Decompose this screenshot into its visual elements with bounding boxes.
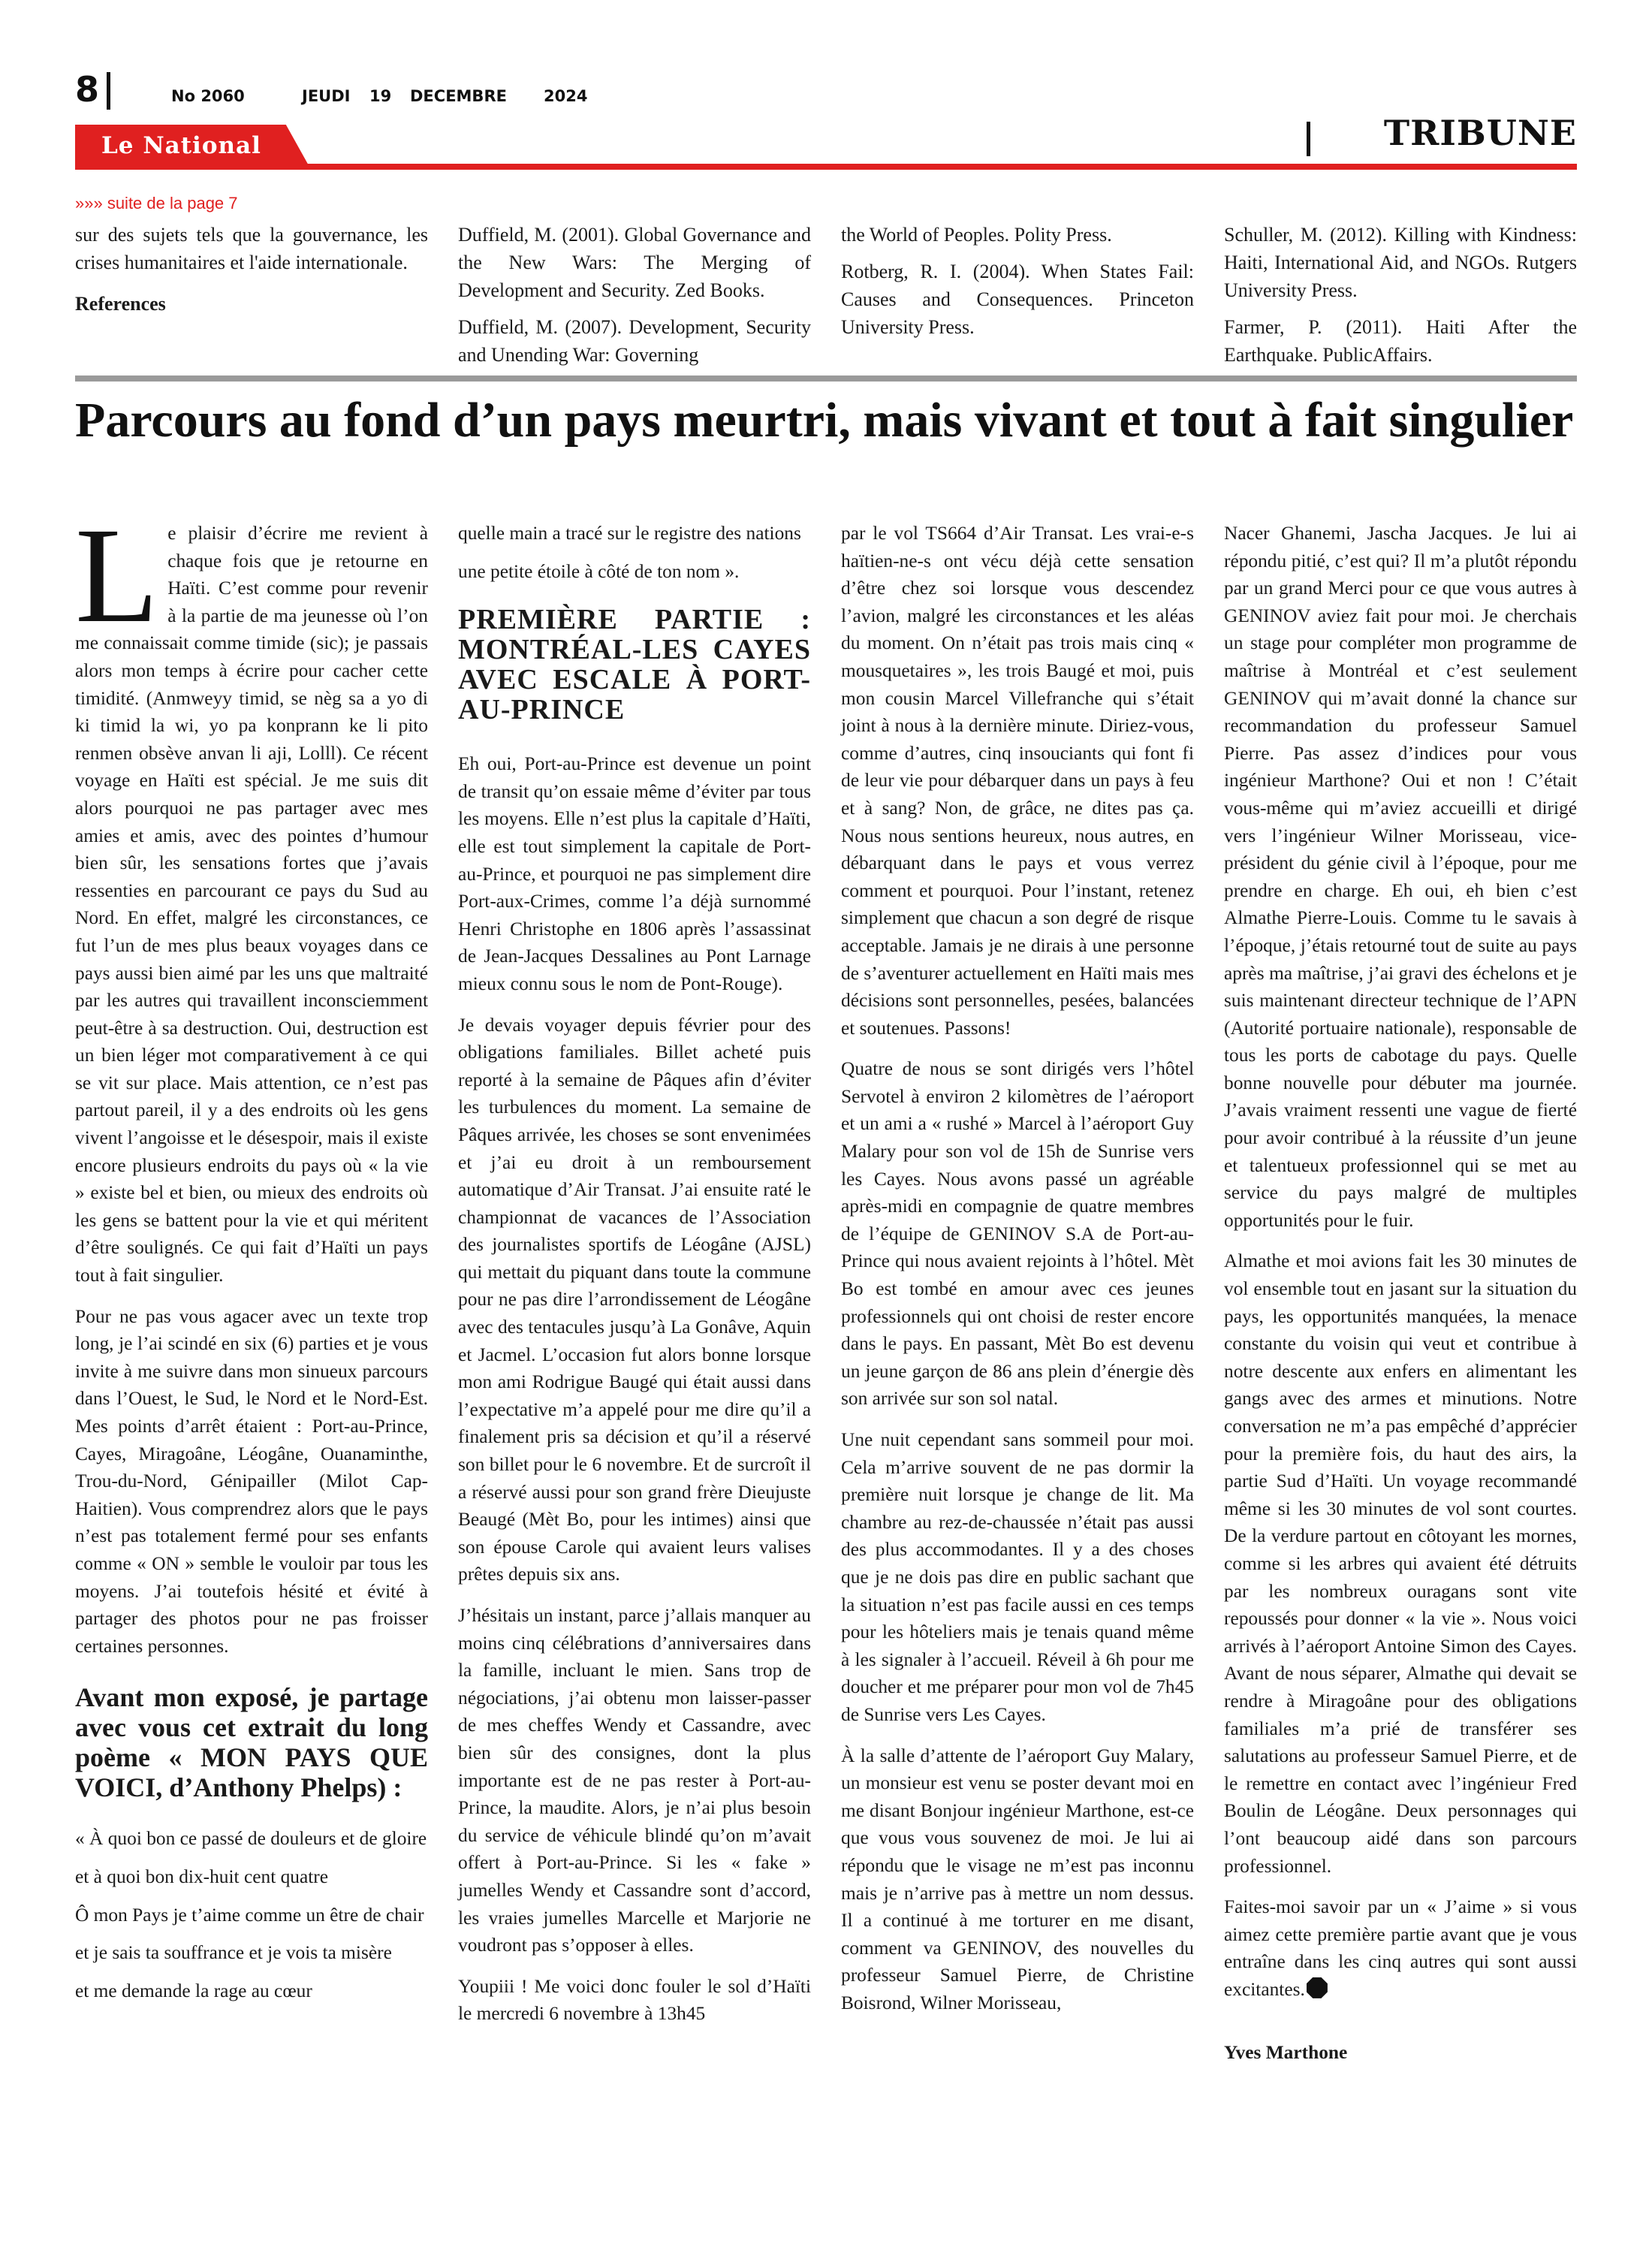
poem-line: une petite étoile à côté de ton nom ». (458, 560, 740, 582)
issue-date: 19 (369, 87, 392, 105)
poem-line: quelle main a tracé sur le registre des nations (458, 523, 801, 544)
ref-entry: Rotberg, R. I. (2004). When States Fail: Causes and Consequences. Princeton University Press. (841, 261, 1194, 338)
ref-entry: Duffield, M. (2001). Global Governance and the New Wars: The Merging of Development and Security. Zed Books. (458, 224, 811, 301)
poem-line: « À quoi bon ce passé de douleurs et de gloire (75, 1828, 427, 1850)
article-headline: Parcours au fond d’un pays meurtri, mais vivant et tout à fait singulier (75, 393, 1574, 448)
references-heading: References (75, 293, 166, 315)
paragraph: par le vol TS664 d’Air Transat. Les vrai-e-s haïtien-ne-s ont vécu déjà cette sensation d’être chez soi lorsque vous descendez l’avion, malgré les circonstances et les aléas du moment. On n’était pas trois mais cinq « mousquetaires », les trois Baugé et moi, puis mon cousin Marcel Villefranche qui s’était joint à nous à la dernière minute. Diriez-vous, comme d’autres, cinq insouciants qui font fi de leur vie pour débarquer dans un pays à feu et à sang? Non, de grâce, ne dites pas ça. Nous nous sentions heureux, nous autres, en débarquant dans le pays et vous verrez comment et pourquoi. Pour l’instant, retenez simplement que chacun a son degré de risque acceptable. Jamais je ne dirais à une personne de s’aventurer actuellement en Haïti mais mes décisions sont personnelles, pesées, balancées et soutenues. Passons! (841, 523, 1194, 1039)
poem-line: Ô mon Pays je t’aime comme un être de chair (75, 1904, 424, 1926)
part-subheading: PREMIÈRE PARTIE : MONTRÉAL-LES CAYES AVEC ESCALE À PORT-AU-PRINCE (458, 604, 811, 726)
paragraph: Pour ne pas vous agacer avec un texte trop long, je l’ai scindé en six (6) parties et je vous invite à me suivre dans mon sinueux parcours dans l’Ouest, le Sud, le Nord et le Nord-Est. Mes points d’arrêt étaient : Port-au-Prince, Cayes, Miragoâne, Léogâne, Ouanaminthe, Trou-du-Nord, Génipailler (Milot Cap-Haitien). Vous comprendrez alors que le pays n’est pas totalement fermé pour ses enfants comme « ON » semble le vouloir par tous les moyens. J’ai toutefois hésité et évité à partager des photos pour ne pas froisser certaines personnes. (75, 1305, 428, 1657)
paragraph: Youpiii ! Me voici donc fouler le sol d’Haïti le mercredi 6 novembre à 13h45 (458, 1975, 811, 2025)
ref-column-1 (75, 221, 428, 327)
paragraph: Almathe et moi avions fait les 30 minutes de vol ensemble tout en jasant sur la situation du pays, les opportunités manquées, la menace constante du voisin qui veut et contribue à notre descente aux enfers en alimentant les gangs avec des armes et minutions. Notre conversation ne m’a pas empêché d’apprécier pour la première fois, du haut des airs, la partie Sud d’Haïti. Un voyage recommandé même si les 30 minutes de vol sont courtes. De la verdure partout en côtoyant les mornes, comme si les arbres qui avaient été détruits par les nombreux ouragans sont vite repoussés pour donner « la vie ». Nous voici arrivés à l’aéroport Antoine Simon des Cayes. Avant de nous séparer, Almathe qui devait se rendre à Miragoâne pour des obligations familiales m’a prié de transférer ses salutations au professeur Samuel Pierre, et de le remettre en contact avec l’ingénieur Fred Boulin de Léogâne. Deux personnages qui l’ont beaucoup aidé dans son parcours professionnel. (1224, 1250, 1577, 1877)
page-number: 8 (75, 69, 100, 110)
poem-line: et à quoi bon dix-huit cent quatre (75, 1865, 329, 1887)
section-title: TRIBUNE (1383, 113, 1577, 153)
ref-intro-text: sur des sujets tels que la gouvernance, les crises humanitaires et l'aide internationale. (75, 224, 428, 273)
paragraph: Nacer Ghanemi, Jascha Jacques. Je lui ai répondu pitié, c’est qui? Il m’a plutôt répondu par un grand Merci pour ce que vous autres à GENINOV aviez fait pour moi. Je cherchais un stage pour compléter mon programme de maîtrise à Montréal et c’est seulement GENINOV qui m’avait donné la chance sur recommandation du professeur Samuel Pierre. Pas assez d’indices pour vous ingénieur Marthone? Oui et non ! C’était vous-même qui m’aviez accueilli et dirigé vers l’ingénieur Wilner Morisseau, vice-président du génie civil à l’époque, pour me prendre en charge. Eh oui, eh bien c’est Almathe Pierre-Louis. Comme tu le savais à l’époque, j’étais retourné tout de suite au pays après ma maîtrise, j’ai gravi des échelons et je suis maintenant directeur technique de l’APN (Autorité portuaire nationale), responsable de tous les ports de cabotage du pays. Quelle bonne nouvelle pour débuter ma journée. J’avais vraiment ressenti une vague de fierté pour avoir contribué à la réussite d’un jeune et talentueux professionnel qui se met au service du pays malgré de multiples opportunités pour le fuir. (1224, 523, 1577, 1231)
ref-entry: Schuller, M. (2012). Killing with Kindness: Haiti, International Aid, and NGOs. Rutgers University Press. (1224, 224, 1577, 301)
closing-paragraph: Faites-moi savoir par un « J’aime » si vous aimez cette première partie avant que je vous entraîne dans les cinq autres qui sont aussi excitantes. (1224, 1896, 1577, 2000)
issue-month: DECEMBRE (410, 87, 507, 105)
section-divider (1307, 122, 1310, 156)
ref-entry: Duffield, M. (2007). Development, Security and Unending War: Governing (458, 316, 811, 366)
paragraph: À la salle d’attente de l’aéroport Guy Malary, un monsieur est venu se poster devant moi en me disant Bonjour ingénieur Marthone, est-ce que vous vous souvenez de moi. Je lui ai répondu que le visage ne m’est pas inconnu mais je n’arrive pas à mettre un nom dessus. Il a continué à me torturer en me disant, comment va GENINOV, des nouvelles du professeur Samuel Pierre, de Christine Boisrond, Wilner Morisseau, (841, 1745, 1194, 2013)
article-column-3 (841, 520, 1194, 2030)
ref-entry: Farmer, P. (2011). Haiti After the Earthquake. PublicAffairs. (1224, 316, 1577, 366)
author-signature: Yves Marthone (1224, 2042, 1348, 2064)
issue-number: No 2060 (171, 87, 245, 105)
section-rule (75, 376, 1577, 382)
paragraph: Une nuit cependant sans sommeil pour moi. Cela m’arrive souvent de ne pas dormir la première nuit lorsque je change de lit. Ma chambre au rez-de-chaussée n’était pas aussi des plus accommodantes. Il y a des choses que je ne dois pas dire en public sachant que la situation n’est pas facile aussi en ces temps pour les hôteliers mais je tenais quand même à les signaler à l’accueil. Réveil à 6h pour me doucher et me préparer pour mon vol de 7h45 de Sunrise vers Les Cayes. (841, 1429, 1194, 1725)
ref-entry: the World of Peoples. Polity Press. (841, 224, 1112, 246)
paragraph: J’hésitais un instant, parce j’allais manquer au moins cinq célébrations d’anniversaires dans la famille, incluant le mien. Sans trop de négociations, j’ai obtenu mon laisser-passer de mes cheffes Wendy et Cassandre, avec bien sûr des consignes, dont la plus importante est de ne pas rester à Port-au-Prince, la maudite. Alors, je n’ai plus besoin du service de véhicule blindé qu’on m’avait offert à Port-au-Prince. Si les « fake » jumelles Wendy et Cassandre sont d’accord, les vraies jumelles Marcelle et Marjorie ne voudront pas s’opposer à elles. (458, 1605, 811, 1956)
continued-from: »»» suite de la page 7 (75, 194, 238, 213)
issue-year: 2024 (544, 87, 588, 105)
article-column-1 (75, 500, 429, 2015)
poem-line: et me demande la rage au cœur (75, 1980, 312, 2001)
ref-column-2 (458, 221, 811, 378)
article-column-2 (458, 520, 811, 2041)
intro-paragraph: Le plaisir d’écrire me revient à chaque fois que je retourne en Haïti. C’est comme pour revenir à la partie de ma jeunesse où l’on me connaissait comme timide (sic); je passais alors mon temps à écrire pour cacher cette timidité. (Anmweyy timid, se nèg sa a yo di ki timid la wi, yo pa konprann ke li pito renmen obsève anvan li aji, Lolll). Ce récent voyage en Haïti est spécial. Je me suis dit alors pourquoi ne pas partager avec mes amies et amis, avec des pointes d’humour bien sûr, les sensations fortes que j’avais ressenties en parcourant ce pays du Sud au Nord. En effet, malgré les circonstances, ce fut l’un de mes plus beaux voyages dans ce pays aussi bien aimé par les uns que maltraité par les autres qui travaillent inconsciemment peut-être à sa destruction. Oui, destruction est un bien léger mot comparativement à ce qui se vit sur place. Mais attention, ce n’est pas partout pareil, il y a des endroits où les gens vivent l’angoisse et le désespoir, mais il existe encore plusieurs endroits du pays où « la vie » existe bel et bien, ou mieux des endroits où les gens se battent pour la vie et qui méritent d’être soulignés. Ce qui fait d’Haïti un pays tout à fait singulier. (75, 500, 429, 1286)
ref-column-4 (1224, 221, 1577, 378)
brand-logo: Le National (101, 132, 261, 159)
paragraph: Eh oui, Port-au-Prince est devenue un point de transit qu’on essaie même d’éviter par tous les moyens. Elle n’est plus la capitale d’Haïti, elle est tout simplement la capitale de Port-au-Prince, et pourquoi ne pas simplement dire Port-aux-Crimes, comme l’a déjà surnommé Henri Christophe en 1806 après l’assassinat de Jean-Jacques Dessalines au Pont Larnage mieux connu sous le nom de Pont-Rouge). (458, 753, 811, 994)
header-divider (107, 72, 110, 110)
ref-column-3 (841, 221, 1194, 350)
paragraph: Quatre de nous se sont dirigés vers l’hôtel Servotel à environ 2 kilomètres de l’aéroport et un ami a « rushé » Marcel à l’aéroport Guy Malary pour son vol de 15h de Sunrise vers les Cayes. Nous avons passé un agréable après-midi en compagnie de quatre membres de l’équipe de GENINOV S.A de Port-au-Prince qui nous avaient rejoints à l’hôtel. Mèt Bo est tombé en amour avec ces jeunes professionnels qui ont choisi de rester encore dans le pays. En passant, Mèt Bo est devenu un jeune garçon de 86 ans plein d’énergie dès son arrivée sur son sol natal. (841, 1058, 1194, 1410)
poem-subheading: Avant mon exposé, je partage avec vous cet extrait du long poème « MON PAYS QUE VOICI, d’Anthony Phelps) : (75, 1682, 428, 1803)
issue-day: JEUDI (302, 87, 351, 105)
poem-line: et je sais ta souffrance et je vois ta misère (75, 1942, 392, 1964)
drop-cap: L (75, 500, 159, 651)
paragraph: Je devais voyager depuis février pour des obligations familiales. Billet acheté puis reporté à la semaine de Pâques afin d’éviter les turbulences du moment. La semaine de Pâques arrivée, les choses se sont envenimées et j’ai eu droit à un remboursement automatique d’Air Transat. J’ai ensuite raté le championnat de vacances de l’Association des journalistes sportifs de Léogâne (AJSL) qui mettait du piquant dans toute la commune pour ne pas dire l’arrondissement de Léogâne avec des tentacules jusqu’à La Gonâve, Aquin et Jacmel. L’occasion fut alors bonne lorsque mon ami Rodrigue Baugé qui était aussi dans l’expectative m’a appelé pour me dire qu’il a finalement pris sa décision et qu’il a réservé son billet pour le 6 novembre. Et de surcroît il a réservé aussi pour son grand frère Dieujuste Beaugé (Mèt Bo, pour les intimes) ainsi que son épouse Carole qui avaient leurs valises prêtes depuis six ans. (458, 1014, 811, 1585)
end-mark-icon (1307, 1977, 1328, 1998)
article-column-4 (1224, 520, 1577, 2080)
header-rule (75, 164, 1577, 170)
